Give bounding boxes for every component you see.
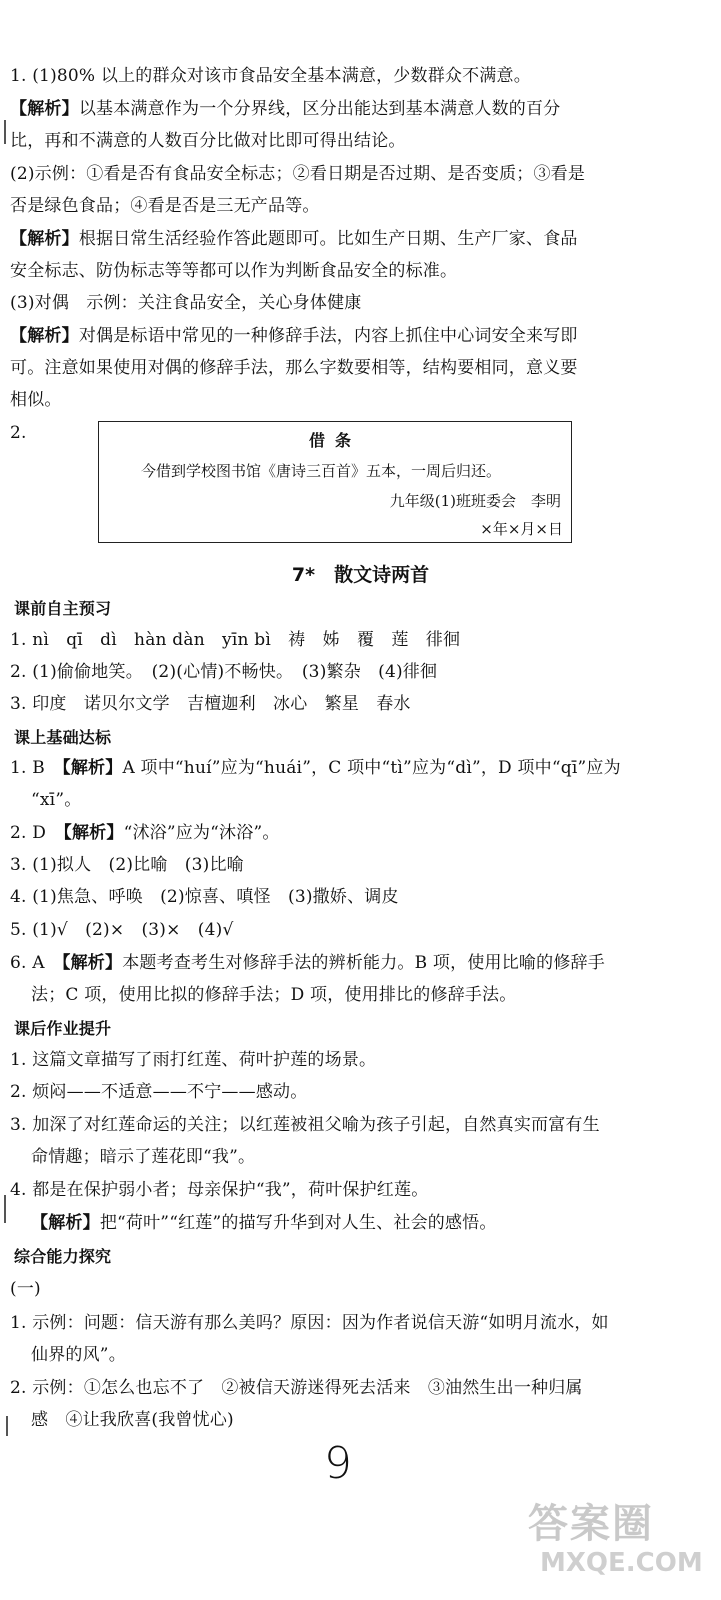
in-6: 6. A 【解析】本题考查考生对修辞手法的辨析能力。B 项，使用比喻的修辞手 [10, 953, 605, 973]
note-body: 今借到学校图书馆《唐诗三百首》五本，一周后归还。 [141, 462, 502, 480]
analysis-tag: 【解析】 [63, 823, 124, 843]
scan-edge-mark [4, 120, 6, 144]
zh-2-cont: 感 ④让我欣喜(我曾忧心) [31, 1410, 234, 1430]
q1-2-cont: 否是绿色食品；④看是否是三无产品等。 [10, 196, 320, 216]
note-title: 借条 [308, 431, 361, 450]
q1-1-analysis: 【解析】以基本满意作为一个分界线，区分出能达到基本满意人数的百分 [10, 99, 561, 119]
section-pre-class: 课前自主预习 [14, 599, 112, 618]
pre-3: 3. 印度 诺贝尔文学 吉檀迦利 冰心 繁星 春水 [10, 694, 411, 714]
watermark-text: 答案圈 [528, 1501, 654, 1547]
watermark-url: MXQE.COM [540, 1548, 703, 1578]
section-comprehensive: 综合能力探究 [14, 1247, 112, 1266]
section-in-class: 课上基础达标 [14, 728, 112, 747]
analysis-tag: 【解析】 [61, 953, 123, 973]
analysis-tag: 【解析】 [10, 99, 79, 119]
in-5: 5. (1)√ (2)× (3)× (4)√ [10, 920, 234, 940]
note-signer: 九年级(1)班班委会 李明 [389, 492, 561, 510]
af-3: 3. 加深了对红莲命运的关注；以红莲被祖父喻为孩子引起，自然真实而富有生 [10, 1115, 600, 1135]
af-4-analysis: 【解析】把“荷叶”“红莲”的描写升华到对人生、社会的感悟。 [31, 1213, 497, 1233]
analysis-tag: 【解析】 [62, 758, 123, 778]
scan-edge-mark [6, 1416, 8, 1436]
section-after-class: 课后作业提升 [14, 1019, 112, 1038]
in-3: 3. (1)拟人 (2)比喻 (3)比喻 [10, 855, 244, 875]
q1-1-analysis-cont: 比，再和不满意的人数百分比做对比即可得出结论。 [10, 131, 406, 151]
q1-2-analysis-cont: 安全标志、防伪标志等等都可以作为判断食品安全的标准。 [10, 261, 458, 281]
af-4: 4. 都是在保护弱小者；母亲保护“我”，荷叶保护红莲。 [10, 1180, 429, 1200]
in-6-cont: 法；C 项，使用比拟的修辞手法；D 项，使用排比的修辞手法。 [31, 985, 517, 1005]
q1-1: 1. (1)80% 以上的群众对该市食品安全基本满意，少数群众不满意。 [10, 66, 531, 86]
pre-1: 1. nì qī dì hàn dàn yīn bì 祷 姊 覆 莲 徘徊 [10, 630, 461, 650]
q2-number: 2. [10, 423, 27, 443]
af-1: 1. 这篇文章描写了雨打红莲、荷叶护莲的场景。 [10, 1050, 377, 1070]
analysis-tag: 【解析】 [31, 1213, 100, 1233]
q1-2: (2)示例：①看是否有食品安全标志；②看日期是否过期、是否变质；③看是 [10, 164, 586, 184]
watermark-logo [528, 1492, 714, 1596]
pre-2: 2. (1)偷偷地笑。 (2)(心情)不畅快。 (3)繁杂 (4)徘徊 [10, 662, 438, 682]
q1-3-analysis: 【解析】对偶是标语中常见的一种修辞手法，内容上抓住中心词安全来写即 [10, 326, 578, 346]
in-2: 2. D 【解析】“沭浴”应为“沐浴”。 [10, 823, 280, 843]
part-one: (一) [10, 1279, 41, 1299]
page-number: 9 [324, 1438, 352, 1489]
lesson-title: 7* 散文诗两首 [291, 564, 430, 586]
analysis-tag: 【解析】 [10, 326, 79, 346]
q1-3-analysis-end: 相似。 [10, 390, 62, 410]
scan-edge-mark [4, 1195, 6, 1223]
in-1-cont: “xī”。 [31, 790, 82, 810]
af-3-cont: 命情趣；暗示了莲花即“我”。 [31, 1147, 256, 1167]
q1-3: (3)对偶 示例：关注食品安全，关心身体健康 [10, 293, 362, 313]
iou-note-box [98, 421, 572, 543]
in-4: 4. (1)焦急、呼唤 (2)惊喜、嗔怪 (3)撒娇、调皮 [10, 887, 399, 907]
q1-2-analysis: 【解析】根据日常生活经验作答此题即可。比如生产日期、生产厂家、食品 [10, 229, 578, 249]
zh-1-cont: 仙界的风”。 [31, 1345, 126, 1365]
q1-3-analysis-cont: 可。注意如果使用对偶的修辞手法，那么字数要相等，结构要相同，意义要 [10, 358, 578, 378]
in-1: 1. B 【解析】A 项中“huí”应为“huái”，C 项中“tì”应为“dì”，D 项中“qī”应为 [10, 758, 621, 778]
analysis-tag: 【解析】 [10, 229, 79, 249]
note-date: ×年×月×日 [480, 520, 563, 538]
af-2: 2. 烦闷——不适意——不宁——感动。 [10, 1082, 308, 1102]
zh-1: 1. 示例：问题：信天游有那么美吗？原因：因为作者说信天游“如明月流水，如 [10, 1313, 609, 1333]
zh-2: 2. 示例：①怎么也忘不了 ②被信天游迷得死去活来 ③油然生出一种归属 [10, 1378, 583, 1398]
